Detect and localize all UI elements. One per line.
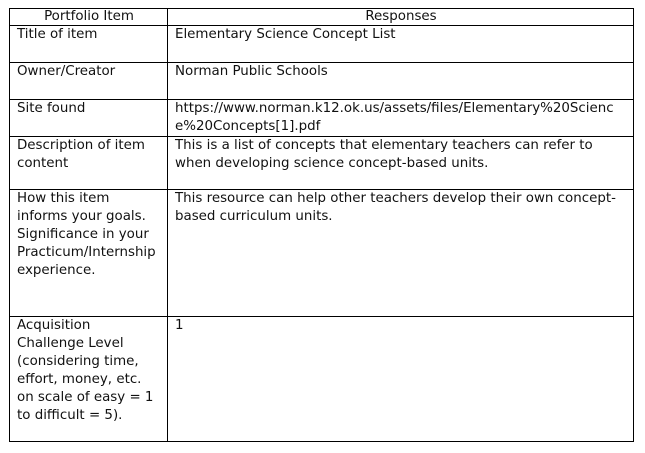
row-value-title: Elementary Science Concept List	[168, 26, 634, 63]
table-row	[10, 26, 634, 63]
table-row	[10, 63, 634, 100]
row-value-goals: This resource can help other teachers develop their own concept-based curriculum units.	[168, 190, 634, 317]
table-row	[10, 100, 634, 137]
row-label-challenge: Acquisition Challenge Level (considering time, effort, money, etc. on scale of easy = 1 to difficult = 5).	[10, 317, 168, 442]
table-header-row	[10, 9, 634, 26]
table-row	[10, 317, 634, 442]
header-portfolio-item: Portfolio Item	[10, 9, 168, 26]
row-label-site: Site found	[10, 100, 168, 137]
row-label-goals: How this item informs your goals. Significance in your Practicum/Internship experience.	[10, 190, 168, 317]
header-responses: Responses	[168, 9, 634, 26]
row-value-owner: Norman Public Schools	[168, 63, 634, 100]
row-label-title: Title of item	[10, 26, 168, 63]
portfolio-table	[9, 8, 634, 442]
row-value-site-url: https://www.norman.k12.ok.us/assets/files/Elementary%20Science%20Concepts[1].pdf	[168, 100, 634, 137]
row-value-description: This is a list of concepts that elementary teachers can refer to when developing science concept-based units.	[168, 137, 634, 190]
row-label-description: Description of item content	[10, 137, 168, 190]
row-value-challenge: 1	[168, 317, 634, 442]
table-row	[10, 137, 634, 190]
table-row	[10, 190, 634, 317]
row-label-owner: Owner/Creator	[10, 63, 168, 100]
